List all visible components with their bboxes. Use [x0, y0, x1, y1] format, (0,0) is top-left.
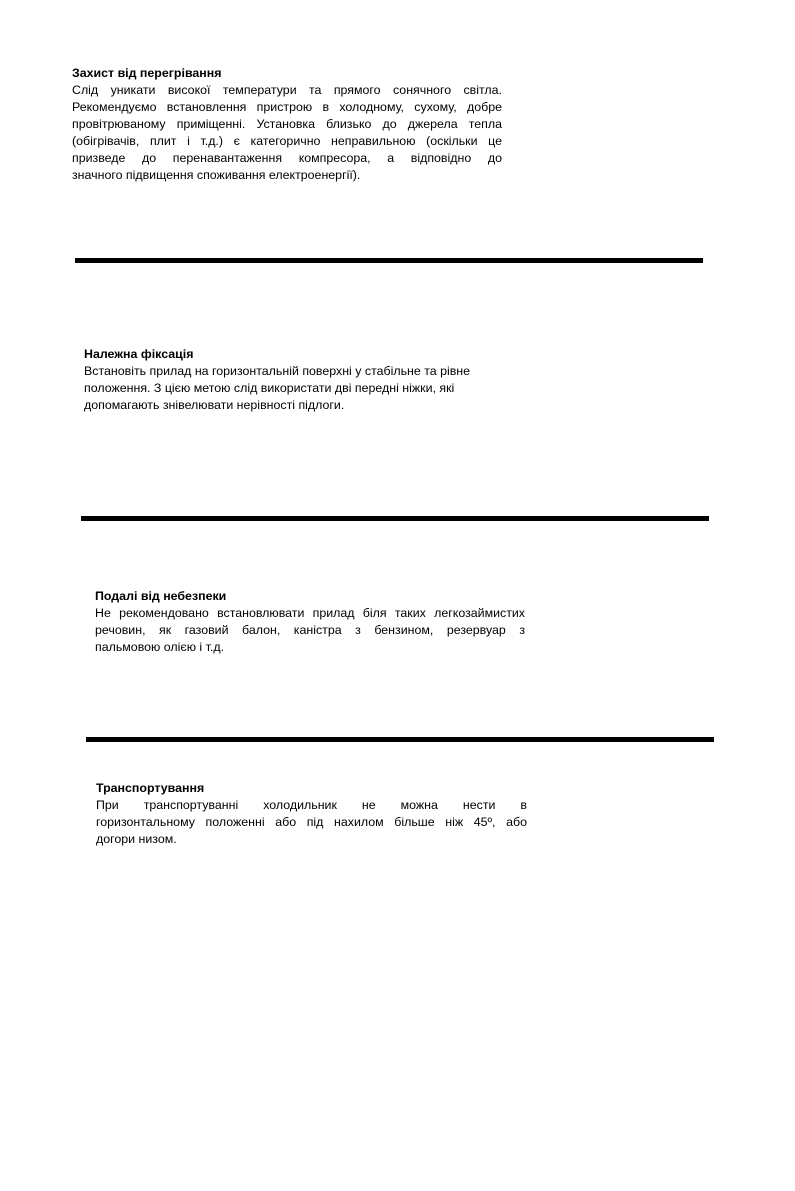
- section-text-line: допомагають знівелювати нерівності підлоги.: [84, 398, 345, 412]
- section-title: Подалі від небезпеки: [95, 589, 227, 603]
- section-divider: [81, 516, 709, 521]
- section-text-line: Слід уникати високої температури та прямого сонячного світла.: [72, 83, 502, 97]
- section-text-line: Не рекомендовано встановлювати прилад біля таких легкозаймистих: [95, 606, 525, 620]
- section-text-line: призведе до перенавантаження компресора, а відповідно до: [72, 151, 502, 165]
- section-text-line: догори низом.: [96, 832, 177, 846]
- section-text-line: значного підвищення споживання електроенергії).: [72, 168, 361, 182]
- section-text-line: (обігрівачів, плит і т.д.) є категорично неправильною (оскільки це: [72, 134, 502, 148]
- section-divider: [86, 737, 714, 742]
- section-text-line: речовин, як газовий балон, каністра з бензином, резервуар з: [95, 623, 525, 637]
- section-away-from-danger: [95, 588, 525, 656]
- section-divider: [75, 258, 703, 263]
- section-text-line: положення. З цією метою слід використати дві передні ніжки, які: [84, 381, 455, 395]
- section-proper-fixation: [84, 346, 496, 414]
- section-title: Транспортування: [96, 781, 205, 795]
- section-text-line: Встановіть прилад на горизонтальній поверхні у стабільне та рівне: [84, 364, 471, 378]
- section-text-line: Рекомендуємо встановлення пристрою в холодному, сухому, добре: [72, 100, 502, 114]
- section-text-line: горизонтальному положенні або під нахилом більше ніж 45º, або: [96, 815, 527, 829]
- section-text-line: пальмовою олією і т.д.: [95, 640, 225, 654]
- section-overheat-protection: [72, 65, 502, 184]
- section-title: Належна фіксація: [84, 347, 194, 361]
- section-text-line: провітрюваному приміщенні. Установка близько до джерела тепла: [72, 117, 502, 131]
- section-text-line: При транспортуванні холодильник не можна нести в: [96, 798, 527, 812]
- section-title: Захист від перегрівання: [72, 66, 222, 80]
- section-transportation: [96, 780, 527, 848]
